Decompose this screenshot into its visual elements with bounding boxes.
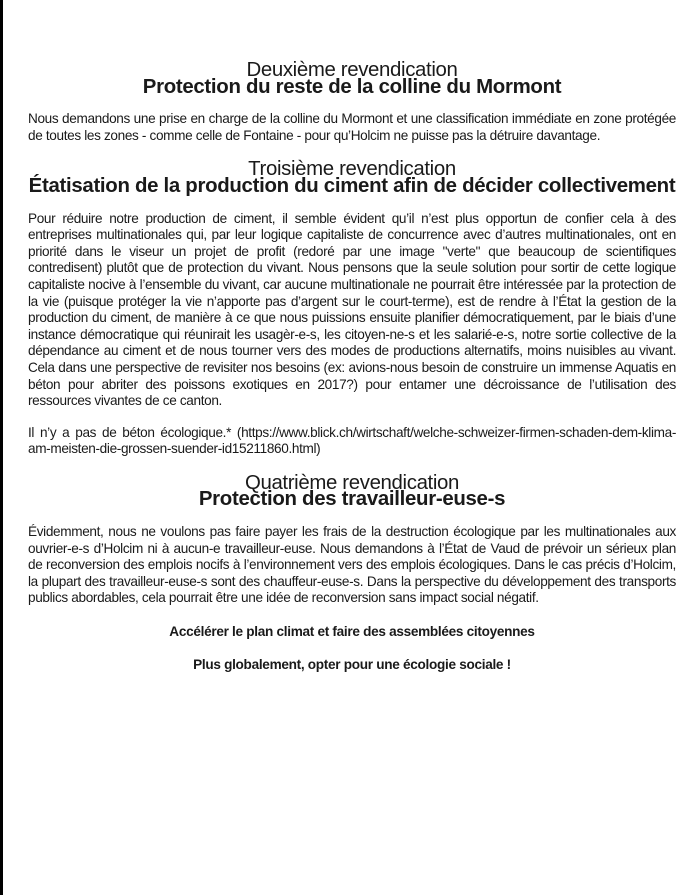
section-title: Protection du reste de la colline du Mormont	[142, 75, 562, 98]
section-title: Protection des travailleur-euse-s	[198, 488, 506, 511]
closing-statement: Plus globalement, opter pour une écologie sociale !	[193, 656, 511, 672]
paragraph: Pour réduire notre production de ciment, il semble évident qu’il n’est plus opportun de confier cela à des entreprises multinationales qui, par leur logique capitaliste de concurrence avec d’autres multinationales, ont en priorité dans le viseur un projet de profit (redoré par une image "verte" que beaucoup de scientifiques contredisent) plutôt que de protection du vivant. Nous pensons que la seule solution pour sortir de cette logique capitaliste nocive à l’ensemble du vivant, car aucune multinationale ne pourrait être intéressée par la protection de la vie (puisque protéger la vie n’apporte pas d’argent sur le court-terme), est de rendre à l’État la gestion de la production du ciment, de manière à ce que nous puissions ensuite planifier démocratiquement, par le biais d’une instance démocratique qui réunirait les usagèr-e-s, les citoyen-ne-s et les salarié-e-s, notre sortie collective de la dépendance au ciment et de nous tourner vers des modes de productions alternatifs, moins nuisibles au vivant. Cela dans une perspective de revisiter nos besoins (ex: avions-nous besoin de construire un immense Aquatis en béton pour abriter des poissons exotiques en 2017?) pour entamer une décroissance de l’utilisation des ressources vivantes de ce canton.	[28, 210, 676, 409]
left-edge-border	[0, 0, 3, 895]
section-kicker: Quatrième revendication	[244, 471, 460, 494]
section-quatrieme-revendication	[28, 471, 676, 607]
paragraph-footnote-link[interactable]: Il n’y a pas de béton écologique.* (https://www.blick.ch/wirtschaft/welche-schweizer-firmen-schaden-dem-klima-am-meisten-die-grossen-suender-id15211860.html)	[28, 424, 676, 457]
section-troisieme-revendication	[28, 158, 676, 458]
section-heading	[28, 471, 676, 511]
closing-statement: Accélérer le plan climat et faire des assemblées citoyennes	[169, 624, 535, 640]
section-heading	[28, 59, 676, 98]
section-kicker: Deuxième revendication	[246, 59, 458, 81]
section-kicker: Troisième revendication	[248, 158, 456, 181]
section-title: Étatisation de la production du ciment afin de décider collectivement	[28, 174, 676, 197]
paragraph: Nous demandons une prise en charge de la colline du Mormont et une classification immédiate en zone protégée de toutes les zones - comme celle de Fontaine - pour qu’Holcim ne puisse pas la détruire davantage.	[28, 111, 676, 143]
section-deuxieme-revendication	[28, 59, 676, 144]
section-heading	[28, 158, 676, 197]
document-page	[28, 59, 676, 673]
paragraph: Évidemment, nous ne voulons pas faire payer les frais de la destruction écologique par les multinationales aux ouvrier-e-s d’Holcim ni à aucun-e travailleur-euse. Nous demandons à l’État de Vaud de prévoir un sérieux plan de reconversion des emplois nocifs à l’environnement vers des emplois écologiques. Dans le cas précis d’Holcim, la plupart des travailleur-euse-s sont des chauffeur-euse-s. Dans la perspective du développement des transports publics abordables, cela pourrait être une idée de reconversion sans impact social négatif.	[28, 524, 676, 606]
